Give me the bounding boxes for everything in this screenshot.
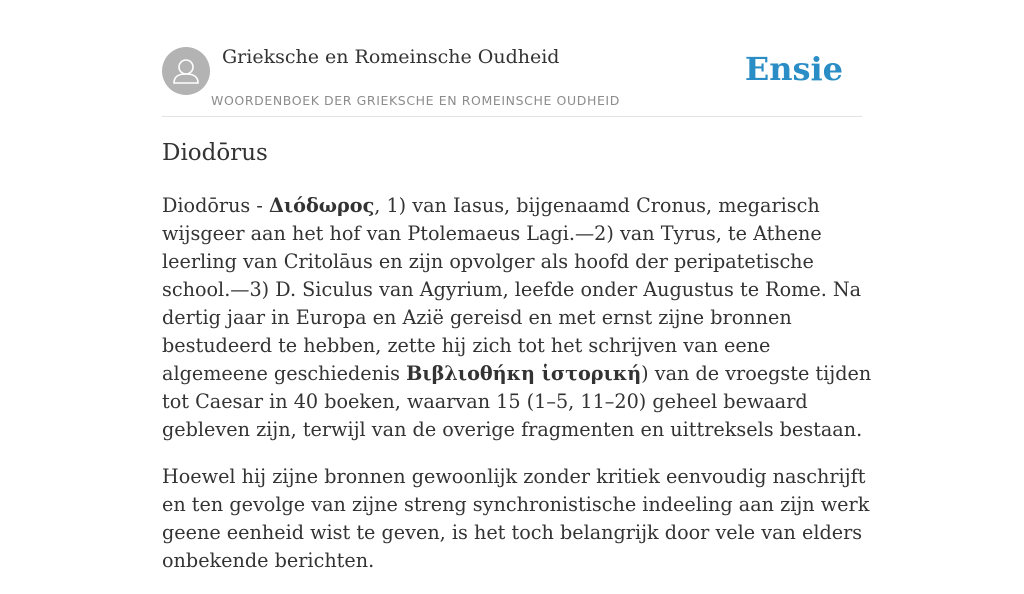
source-header [162,46,862,117]
paragraph-text: ) van de vroegste tijden tot Caesar in 40 boeken, waarvan 15 (1–5, 11–20) geheel bewaard gebleven zijn, terwijl van de overige fragmenten en uittreksels bestaan. [162,362,872,441]
paragraph-2: Hoewel hij zijne bronnen gewoonlijk zonder kritiek eenvoudig naschrijft en ten gevolge van zijne streng synchronistische indeeling aan zijn werk geene eenheid wist te geven, is het toch belangrijk door vele van elders onbekende berichten. [162,465,870,572]
greek-term: Βιβλιοθήκη ἱστορική [406,362,642,385]
brand-logo[interactable]: Ensie [744,50,843,88]
paragraph-1 [162,192,874,444]
entry-title: Diodōrus [162,140,268,166]
paragraph-text: , 1) van Iasus, bijgenaamd Cronus, megarisch wijsgeer aan het hof van Ptolemaeus Lagi.—2) van Tyrus, te Athene leerling van Critolāus en zijn opvolger als hoofd der peripatetische school.—3) D. Siculus van Agyrium, leefde onder Augustus te Rome. Na dertig jaar in Europa en Azië gereisd en met ernst zijne bronnen bestudeerd te hebben, zette hij zich tot het schrijven van eene algemeene geschiedenis [162,194,862,385]
user-icon[interactable] [162,47,210,95]
entry-content [162,192,874,594]
source-title[interactable]: Grieksche en Romeinsche Oudheid [222,46,560,68]
greek-term: Διόδωρος [268,194,375,217]
entry-lead: Diodōrus - [162,194,269,217]
source-subtitle: WOORDENBOEK DER GRIEKSCHE EN ROMEINSCHE OUDHEID [211,93,620,108]
